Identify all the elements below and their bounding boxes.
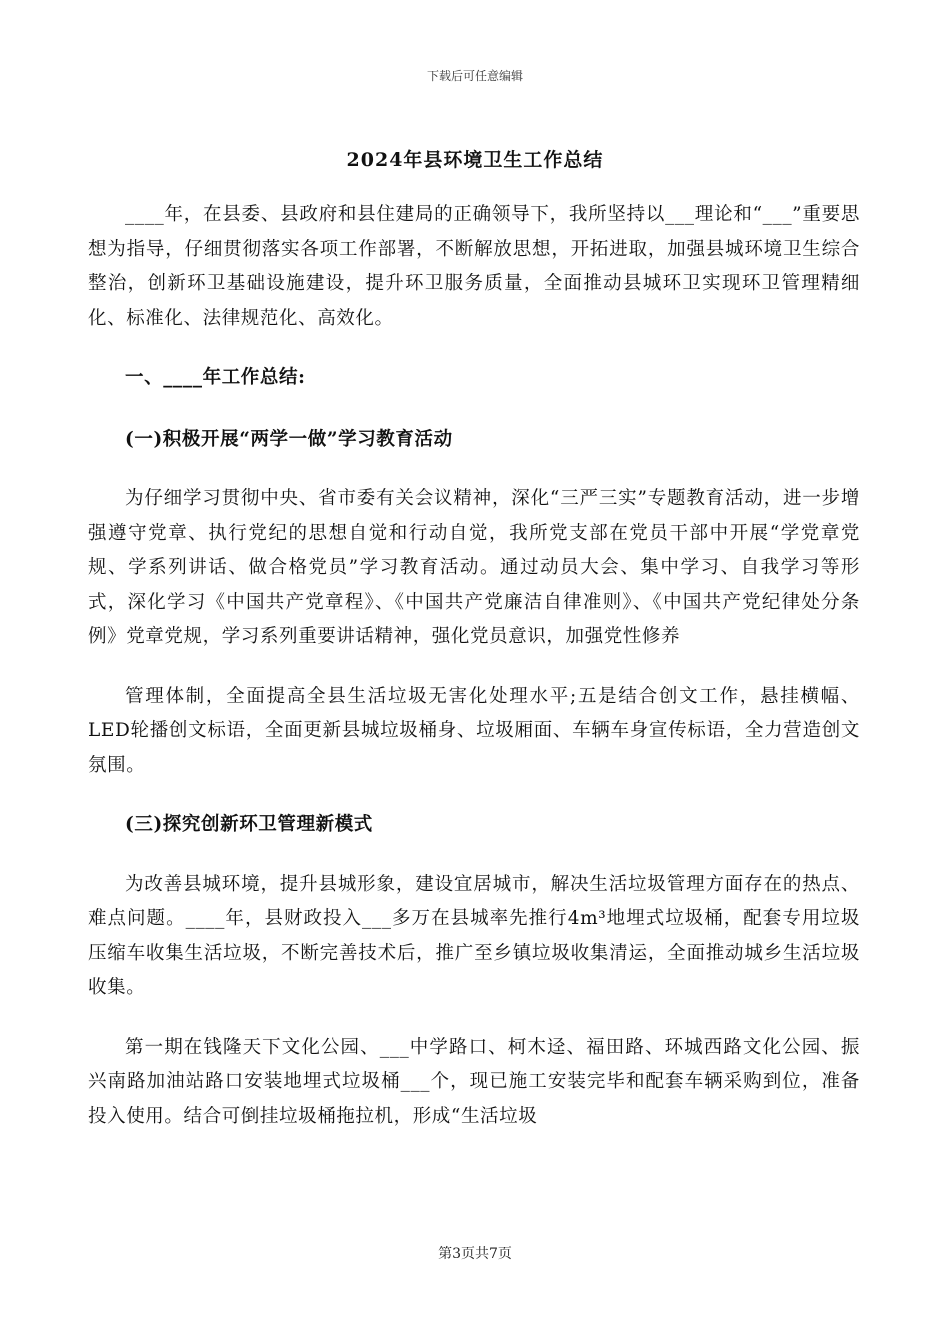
page-number: 第3页共7页 — [438, 1246, 512, 1262]
intro-paragraph: ____年，在县委、县政府和县住建局的正确领导下，我所坚持以___理论和“___”重要思想为指导，仔细贯彻落实各项工作部署，不断解放思想，开拓进取，加强县城环境卫生综合整治，创新环卫基础设施建设，提升环卫服务质量，全面推动县城环卫实现环卫管理精细化、标准化、法律规范化、高效化。 — [88, 204, 860, 329]
management-paragraph: 管理体制，全面提高全县生活垃圾无害化处理水平;五是结合创文工作，悬挂横幅、LED轮播创文标语，全面更新县城垃圾桶身、垃圾厢面、车辆车身宣传标语，全力营造创文氛围。 — [88, 685, 860, 776]
document-body — [88, 198, 860, 1159]
subsection-heading-1: (一)积极开展“两学一做”学习教育活动 — [125, 428, 453, 450]
subsection-3-paragraph-2: 第一期在钱隆天下文化公园、___中学路口、柯木迳、福田路、环城西路文化公园、振兴南路加油站路口安装地埋式垃圾桶___个，现已施工安装完毕和配套车辆采购到位，准备投入使用。结合可倒挂垃圾桶拖拉机，形成“生活垃圾 — [88, 1036, 860, 1127]
document-title: 2024年县环境卫生工作总结 — [346, 149, 604, 171]
subsection-1-paragraph: 为仔细学习贯彻中央、省市委有关会议精神，深化“三严三实”专题教育活动，进一步增强遵守党章、执行党纪的思想自觉和行动自觉，我所党支部在党员干部中开展“学党章党规、学系列讲话、做合格党员”学习教育活动。通过动员大会、集中学习、自我学习等形式，深化学习《中国共产党章程》、《中国共产党廉洁自律准则》、《中国共产党纪律处分条例》党章党规，学习系列重要讲话精神，强化党员意识，加强党性修养 — [88, 488, 860, 647]
subsection-heading-3: (三)探究创新环卫管理新模式 — [125, 814, 373, 835]
section-heading-1: 一、____年工作总结: — [125, 367, 306, 388]
download-note: 下载后可任意编辑 — [426, 69, 523, 83]
subsection-3-paragraph-1: 为改善县城环境，提升县城形象，建设宜居城市，解决生活垃圾管理方面存在的热点、难点问题。____年，县财政投入___多万在县城率先推行4m³地埋式垃圾桶，配套专用垃圾压缩车收集生活垃圾，不断完善技术后，推广至乡镇垃圾收集清运，全面推动城乡生活垃圾收集。 — [88, 873, 860, 998]
